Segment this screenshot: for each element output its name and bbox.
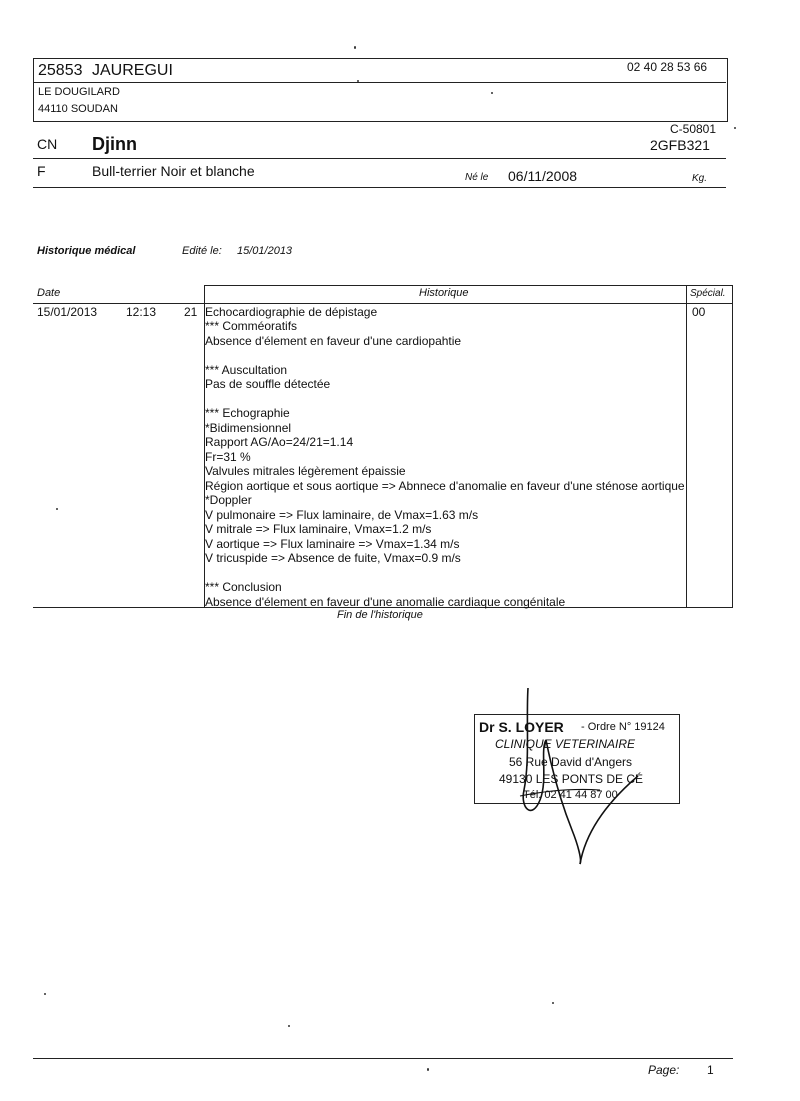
owner-id: 25853 <box>38 62 83 79</box>
table-header-top-line <box>204 285 733 286</box>
history-line: V aortique => Flux laminaire => Vmax=1.34 m/s <box>205 536 460 551</box>
stamp-city: 49130 LES PONTS DE CÉ <box>499 772 644 786</box>
col-date-header: Date <box>37 287 61 299</box>
history-text <box>205 319 733 609</box>
animal-born-label: Né le <box>465 172 489 183</box>
end-of-history: Fin de l'historique <box>337 609 423 621</box>
history-line: Pas de souffle détectée <box>205 377 331 391</box>
col-history-header: Historique <box>419 287 469 299</box>
animal-code1: C-50801 <box>670 122 717 136</box>
row-date: 15/01/2013 <box>37 305 98 319</box>
history-line <box>205 348 733 363</box>
scan-speck <box>734 127 736 129</box>
history-line: *** Echographie <box>205 406 290 420</box>
signature <box>500 680 660 870</box>
animal-born-date: 06/11/2008 <box>508 168 578 184</box>
owner-address-line1: LE DOUGILARD <box>38 86 120 98</box>
history-line: Absence d'élement en faveur d'une cardiopahtie <box>205 333 462 348</box>
history-line: *** Comméoratifs <box>205 319 298 333</box>
scan-speck <box>552 1002 554 1004</box>
history-line <box>205 392 733 407</box>
animal-divider <box>33 158 726 159</box>
scan-speck <box>357 80 359 82</box>
owner-address-line2: 44110 SOUDAN <box>38 103 118 115</box>
animal-breed: Bull-terrier Noir et blanche <box>92 163 255 179</box>
history-line: V pulmonaire => Flux laminaire, de Vmax=1.63 m/s <box>205 507 479 522</box>
animal-sex: F <box>37 163 46 179</box>
row-special: 00 <box>692 305 706 319</box>
history-line <box>205 566 733 581</box>
stamp-vet-name: Dr S. LOYER <box>479 719 564 735</box>
history-line: Fr=31 % <box>205 449 251 464</box>
scan-speck <box>288 1025 290 1027</box>
owner-box-divider <box>33 82 726 83</box>
stamp-street: 56 Rue David d'Angers <box>509 755 633 769</box>
table-header-divider <box>33 303 733 304</box>
row-number: 21 <box>184 305 198 319</box>
history-line: V mitrale => Flux laminaire, Vmax=1.2 m/s <box>205 522 432 536</box>
owner-phone: 02 40 28 53 66 <box>627 60 708 74</box>
history-line: *Bidimensionnel <box>205 420 292 435</box>
scan-speck <box>354 46 356 49</box>
report-edited-label: Edité le: <box>182 245 222 257</box>
history-line: Absence d'élement en faveur d'une anomalie cardiaque congénitale <box>205 594 566 609</box>
stamp-clinic-name: CLINIQUE VETERINAIRE <box>495 737 636 751</box>
animal-weight-label: Kg. <box>692 173 708 184</box>
history-line: V tricuspide => Absence de fuite, Vmax=0.9 m/s <box>205 551 461 565</box>
animal-name: Djinn <box>92 134 137 154</box>
scan-speck <box>56 508 58 510</box>
stamp-phone: Tél. 02 41 44 87 00 <box>523 789 618 801</box>
history-line: Valvules mitrales légèrement épaissie <box>205 464 406 478</box>
footer-divider <box>33 1058 733 1059</box>
history-line: *** Conclusion <box>205 580 282 594</box>
history-line: *Doppler <box>205 493 252 507</box>
animal-code2: 2GFB321 <box>650 137 710 153</box>
col-special-header: Spécial. <box>690 288 726 299</box>
owner-name: JAUREGUI <box>92 62 173 79</box>
history-line: Région aortique et sous aortique => Abnnece d'anomalie en faveur d'une sténose aortique <box>205 478 685 493</box>
scan-speck <box>427 1068 429 1071</box>
animal-bottom-divider <box>33 187 726 188</box>
footer-page-number: 1 <box>707 1063 714 1077</box>
scan-speck <box>491 92 493 94</box>
report-edited-date: 15/01/2013 <box>237 245 293 257</box>
row-time: 12:13 <box>126 305 157 319</box>
scan-speck <box>44 993 46 995</box>
report-title: Historique médical <box>37 245 136 257</box>
history-line: Rapport AG/Ao=24/21=1.14 <box>205 435 354 449</box>
history-title: Echocardiographie de dépistage <box>205 305 378 319</box>
stamp-order-number: - Ordre N° 19124 <box>581 721 665 733</box>
history-line: *** Auscultation <box>205 362 288 377</box>
animal-species-code: CN <box>37 136 58 152</box>
footer-page-label: Page: <box>648 1063 680 1077</box>
